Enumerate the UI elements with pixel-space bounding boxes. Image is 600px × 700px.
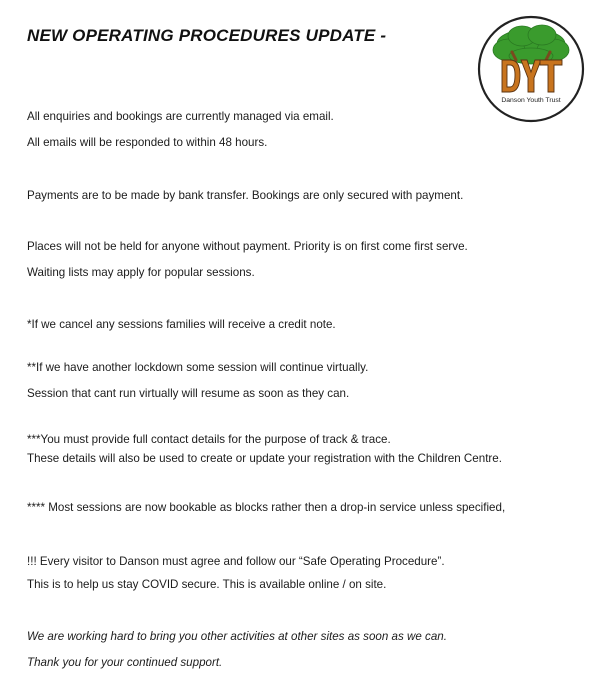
info-line-registration: These details will also be used to create or update your registration with the Children Centre. (27, 452, 502, 465)
info-line-safe-procedure: !!! Every visitor to Danson must agree and follow our “Safe Operating Procedure”. (27, 555, 445, 568)
tree-logo-icon (476, 14, 586, 124)
info-line-enquiries: All enquiries and bookings are currently managed via email. (27, 110, 334, 123)
info-line-lockdown: **If we have another lockdown some session will continue virtually. (27, 361, 369, 374)
info-line-places: Places will not be held for anyone without payment. Priority is on first come first serve. (27, 240, 468, 253)
info-line-thank-you: Thank you for your continued support. (27, 656, 223, 669)
info-line-resume: Session that cant run virtually will resume as soon as they can. (27, 387, 350, 400)
info-line-cancel-credit: *If we cancel any sessions families will receive a credit note. (27, 318, 336, 331)
page-title: NEW OPERATING PROCEDURES UPDATE - (27, 26, 387, 45)
info-line-bookable-blocks: **** Most sessions are now bookable as blocks rather then a drop-in service unless specified, (27, 501, 506, 514)
logo-caption: Danson Youth Trust (501, 97, 561, 104)
danson-youth-trust-logo (476, 14, 586, 124)
info-line-working-hard: We are working hard to bring you other activities at other sites as soon as we can. (27, 630, 447, 643)
info-line-covid-secure: This is to help us stay COVID secure. This is available online / on site. (27, 578, 387, 591)
info-line-payments: Payments are to be made by bank transfer. Bookings are only secured with payment. (27, 189, 464, 202)
info-line-email-response: All emails will be responded to within 48 hours. (27, 136, 268, 149)
info-line-track-trace: ***You must provide full contact details for the purpose of track & trace. (27, 433, 391, 446)
info-line-waiting-lists: Waiting lists may apply for popular sessions. (27, 266, 255, 279)
